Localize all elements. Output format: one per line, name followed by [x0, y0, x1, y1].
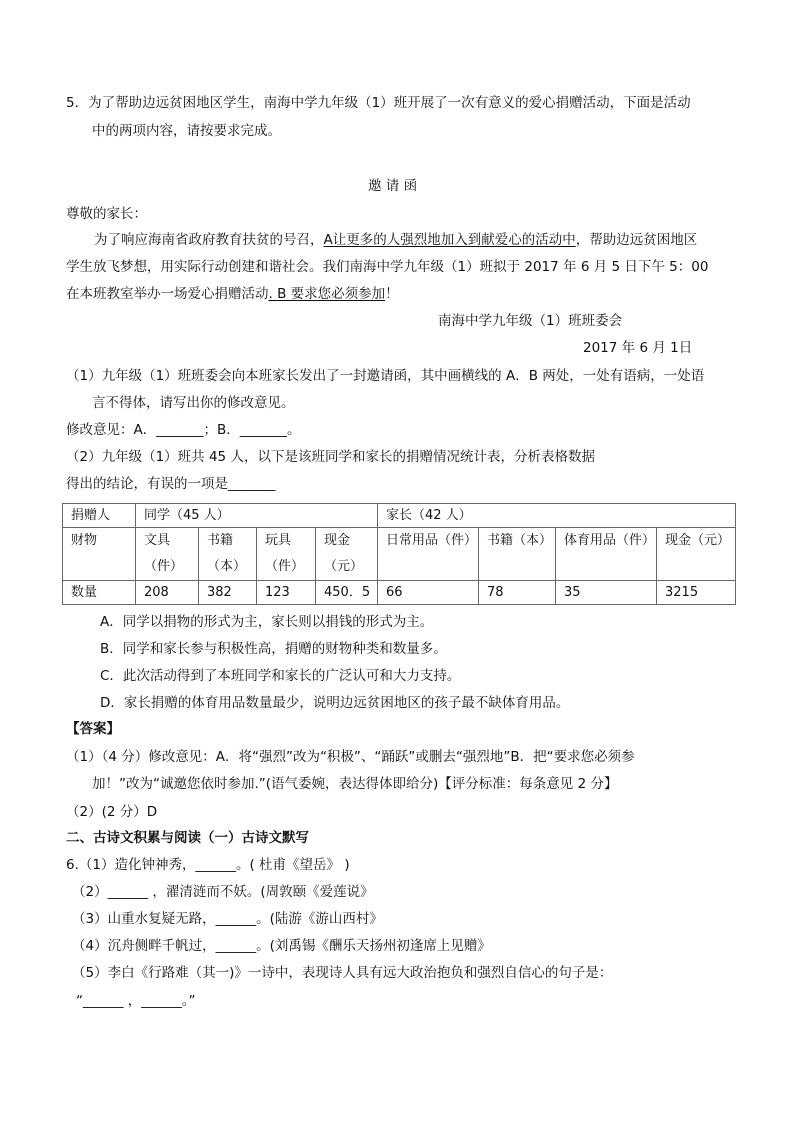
sub-question-2-line-1: （2）九年级（1）班共 45 人，以下是该班同学和家长的捐赠情况统计表，分析表格数据 — [66, 449, 595, 465]
question-6-item-4: （4）沉舟侧畔千帆过，______。(刘禹锡《酬乐天扬州初逢席上见赠》 — [72, 938, 491, 954]
question-6-item-5: （5）李白《行路难（其一)》一诗中，表现诗人具有远大政治抱负和强烈自信心的句子是： — [72, 965, 613, 981]
table-row — [63, 528, 736, 581]
cell-books: 382 — [199, 581, 257, 605]
col-books: 书籍 （本） — [199, 528, 257, 581]
letter-paragraph-line-2: 学生放飞梦想，用实际行动创建和谐社会。我们南海中学九年级（1）班拟于 2017 年 6 月 5 日下午 5：00 — [66, 259, 709, 275]
letter-paragraph-line-1: 为了响应海南省政府教育扶贫的号召，A让更多的人强烈地加入到献爱心的活动中，帮助边远贫困地区 — [94, 232, 698, 248]
letter-signature: 南海中学九年级（1）班班委会 — [438, 313, 623, 329]
underlined-sentence-a: A让更多的人强烈地加入到献爱心的活动中 — [323, 232, 576, 248]
header-donor: 捐赠人 — [63, 504, 136, 528]
cell-parent-cash: 3215 — [657, 581, 736, 605]
col-cash: 现金 （元） — [316, 528, 378, 581]
underlined-sentence-b: . B 要求您必须参加 — [268, 286, 386, 302]
cell-toys: 123 — [257, 581, 316, 605]
cell-parent-books: 78 — [479, 581, 556, 605]
question-5-line-1: 5．为了帮助边远贫困地区学生，南海中学九年级（1）班开展了一次有意义的爱心捐赠活动，下面是活动 — [66, 95, 691, 111]
col-daily-goods: 日常用品（件） — [378, 528, 479, 581]
cell-cash: 450．5 — [316, 581, 378, 605]
section-2-heading: 二、古诗文积累与阅读（一）古诗文默写 — [66, 830, 309, 846]
answer-line-1: （1）（4 分）修改意见：A．将“强烈”改为“积极”、“踊跃”或删去“强烈地”B．把“要求您必须参 — [66, 749, 635, 765]
option-a: A．同学以捐物的形式为主，家长则以捐钱的形式为主。 — [100, 614, 434, 630]
question-6-item-5-blank: “______ ，______。” — [76, 993, 196, 1009]
table-row — [63, 504, 736, 528]
cell-sports-goods: 35 — [556, 581, 657, 605]
letter-greeting: 尊敬的家长： — [66, 206, 147, 222]
header-quantity: 数量 — [63, 581, 136, 605]
donation-stats-table — [62, 503, 736, 605]
col-parent-books: 书籍（本） — [479, 528, 556, 581]
header-items: 财物 — [63, 528, 136, 581]
sub-question-1-answer-blank: 修改意见：A．_______；B．_______。 — [66, 422, 301, 438]
sub-question-2-line-2: 得出的结论，有误的一项是_______ — [66, 476, 276, 492]
col-toys: 玩具 （件） — [257, 528, 316, 581]
answer-line-2: 加！”改为“诚邀您依时参加.”(语气委婉，表达得体即给分)【评分标准：每条意见 2 分】 — [92, 776, 618, 792]
sub-question-1-line-2: 言不得体，请写出你的修改意见。 — [92, 395, 295, 411]
header-parents: 家长（42 人） — [378, 504, 736, 528]
question-5-line-2: 中的两项内容，请按要求完成。 — [92, 123, 281, 139]
col-parent-cash: 现金（元） — [657, 528, 736, 581]
question-6-item-2: （2）______ ，濯清涟而不妖。(周敦颐《爱莲说》 — [72, 884, 374, 900]
sub-question-1-line-1: （1）九年级（1）班班委会向本班家长发出了一封邀请函，其中画横线的 A．B 两处，一处有语病，一处语 — [66, 368, 705, 384]
cell-stationery: 208 — [136, 581, 199, 605]
option-c: C．此次活动得到了本班同学和家长的广泛认可和大力支持。 — [100, 668, 461, 684]
letter-paragraph-line-3: 在本班教室举办一场爱心捐赠活动. B 要求您必须参加！ — [66, 286, 399, 302]
table-row — [63, 581, 736, 605]
cell-daily-goods: 66 — [378, 581, 479, 605]
answer-label: 【答案】 — [66, 721, 120, 737]
question-6-item-1: 6.（1）造化钟神秀，______。( 杜甫《望岳》 ) — [66, 857, 350, 873]
letter-title: 邀 请 函 — [368, 178, 418, 194]
letter-date: 2017 年 6 月 1日 — [583, 340, 693, 356]
header-students: 同学（45 人） — [136, 504, 378, 528]
col-stationery: 文具 （件） — [136, 528, 199, 581]
col-sports-goods: 体育用品（件） — [556, 528, 657, 581]
option-b: B．同学和家长参与积极性高，捐赠的财物种类和数量多。 — [100, 641, 447, 657]
option-d: D．家长捐赠的体育用品数量最少，说明边远贫困地区的孩子最不缺体育用品。 — [100, 695, 570, 711]
question-6-item-3: （3）山重水复疑无路，______。(陆游《游山西村》 — [72, 911, 383, 927]
answer-line-3: （2）(2 分）D — [66, 804, 158, 820]
